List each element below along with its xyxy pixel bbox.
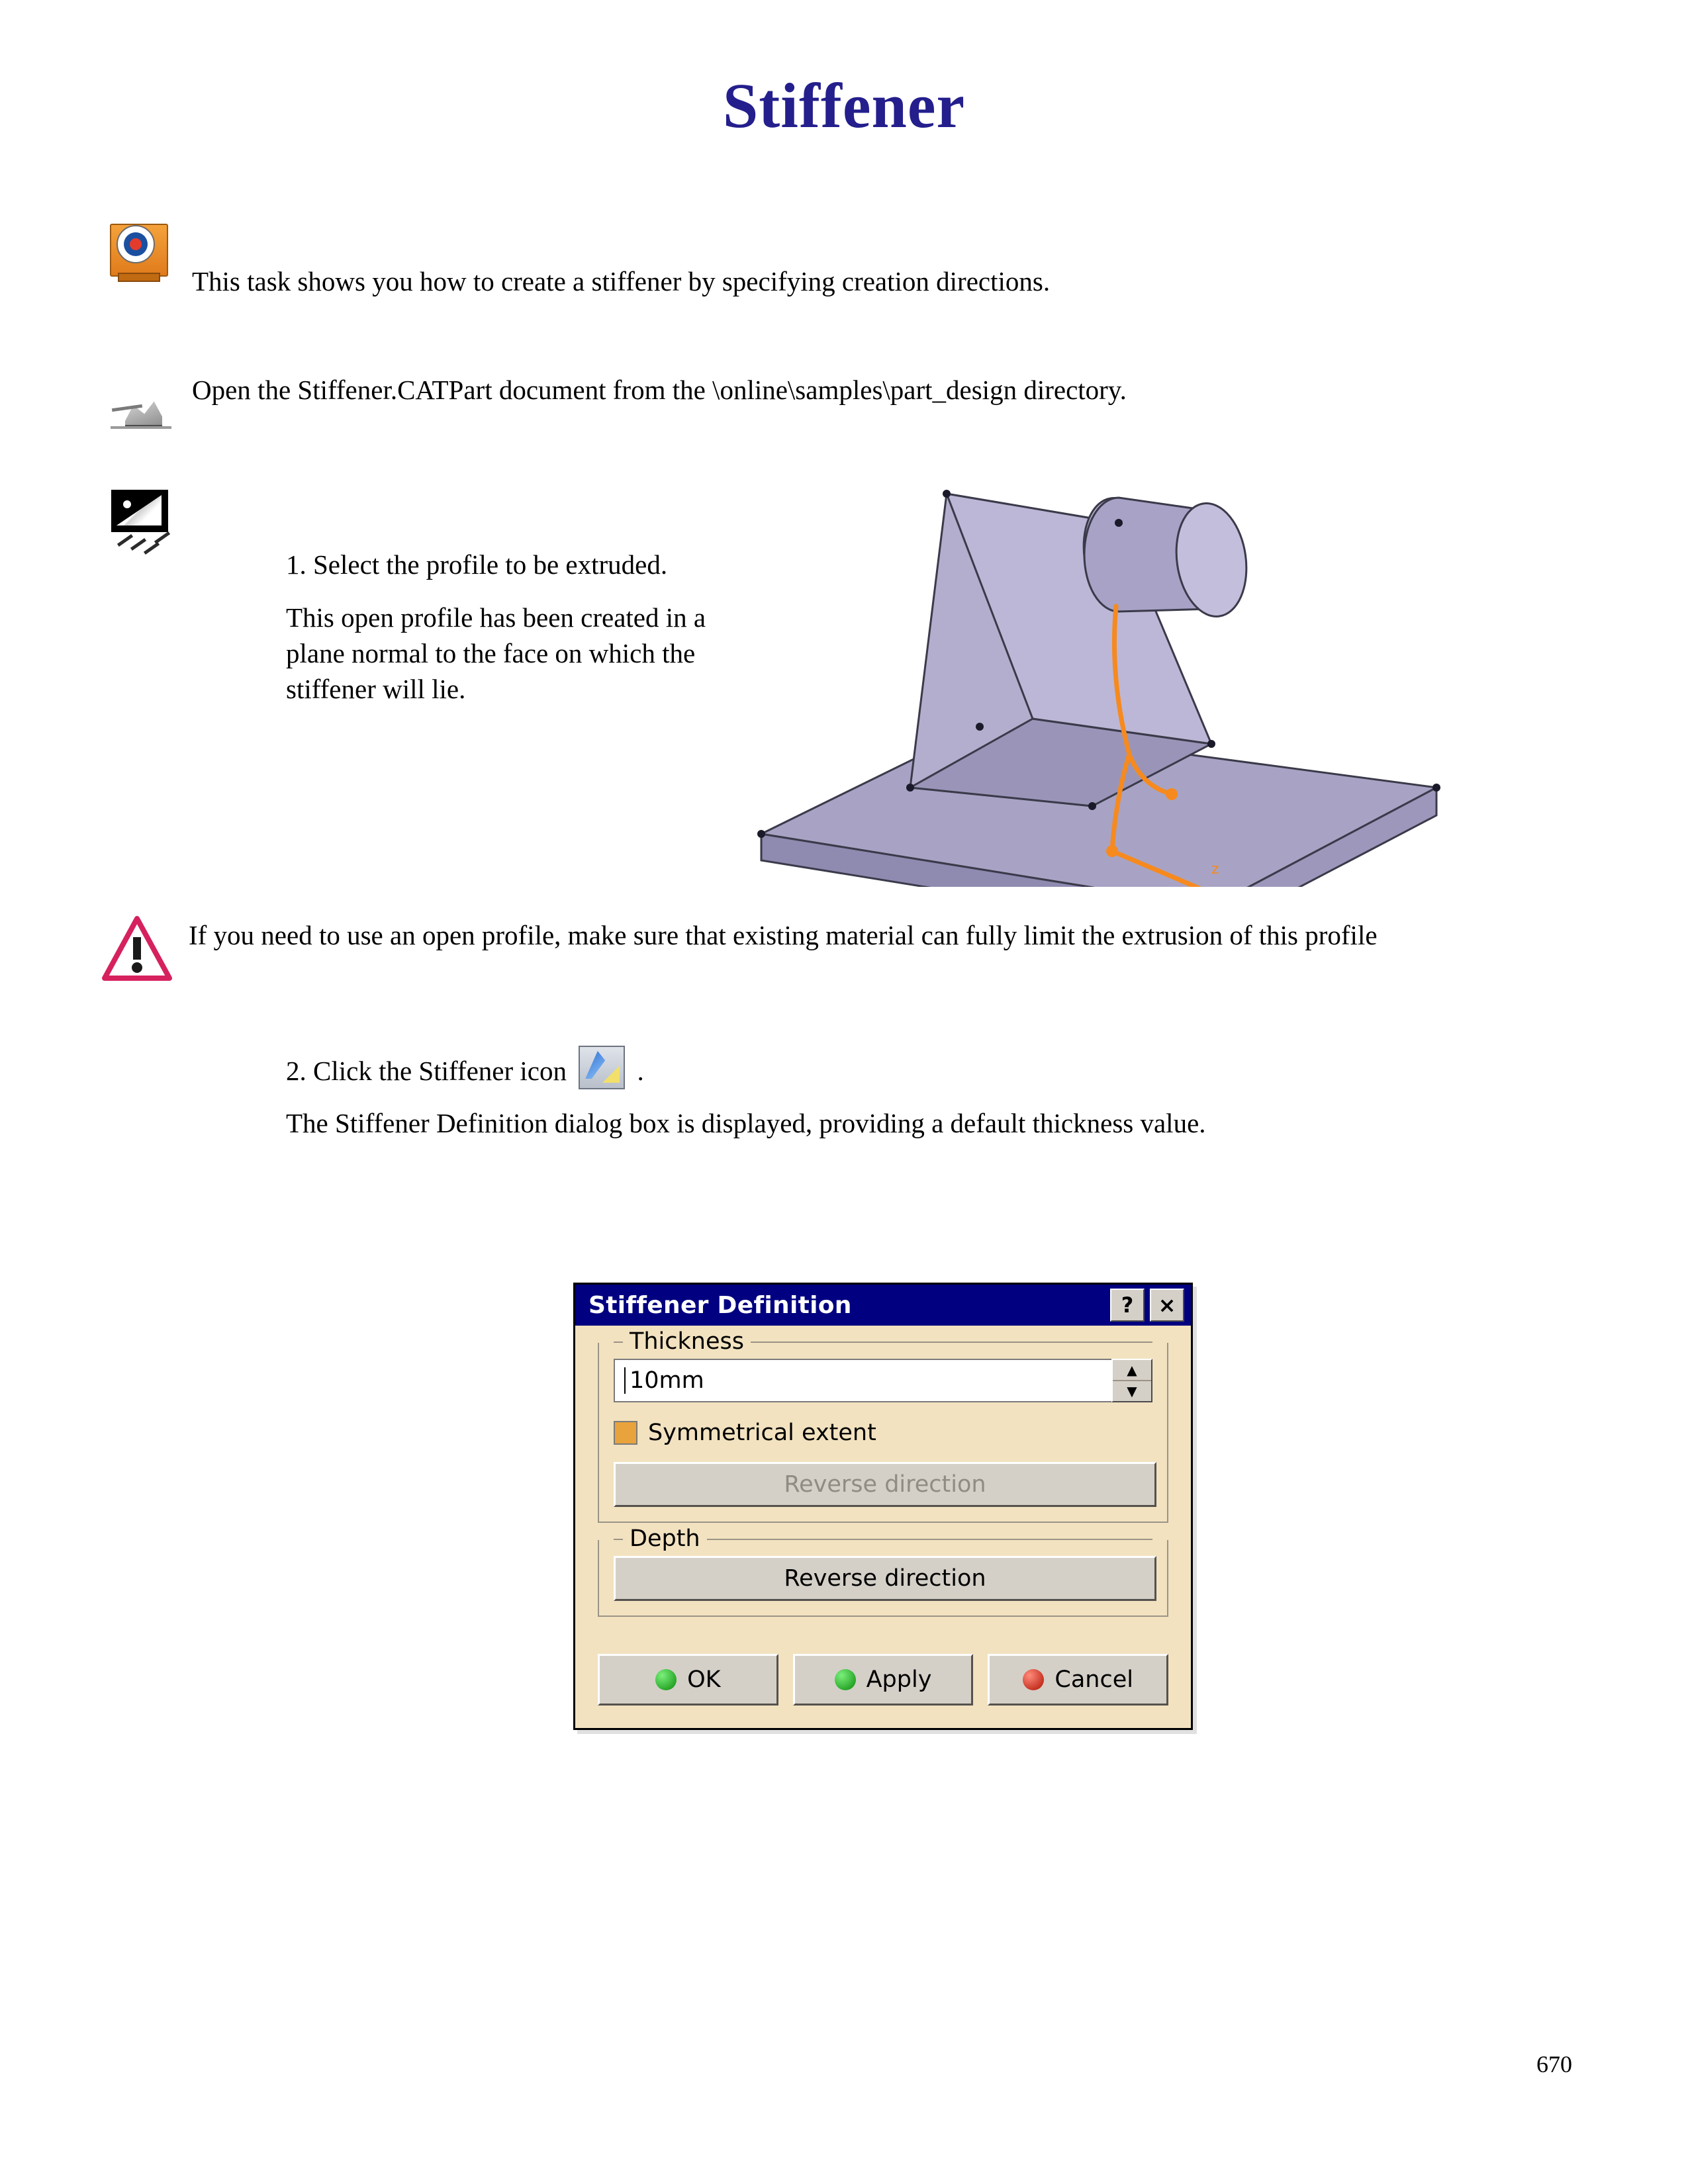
thickness-value: 10mm — [630, 1367, 704, 1394]
ok-button-label: OK — [687, 1666, 721, 1693]
step-1-body: This open profile has been created in a plane normal to the face on which the stiffener will lie. — [286, 602, 706, 705]
thickness-group-label: Thickness — [623, 1328, 751, 1355]
ok-button[interactable] — [598, 1654, 778, 1706]
stepper-up-icon[interactable]: ▲ — [1127, 1362, 1137, 1378]
stiffener-definition-dialog — [573, 1283, 1193, 1730]
help-button[interactable]: ? — [1110, 1289, 1145, 1322]
svg-text:z: z — [1211, 861, 1219, 878]
stiffener-3d-model — [748, 477, 1463, 887]
stepper-down-icon[interactable]: ▼ — [1127, 1383, 1137, 1399]
apply-button[interactable] — [793, 1654, 974, 1706]
thickness-input[interactable] — [614, 1359, 1111, 1402]
cancel-led-icon — [1023, 1669, 1044, 1690]
open-document-text: Open the Stiffener.CATPart document from the \online\samples\part_design directory. — [192, 375, 1127, 405]
thickness-stepper[interactable] — [1111, 1359, 1152, 1402]
thickness-group — [598, 1328, 1168, 1523]
page-number: 670 — [1536, 2051, 1572, 2077]
task-description: This task shows you how to create a stiffener by specifying creation directions. — [192, 266, 1051, 296]
open-document-icon — [109, 384, 175, 441]
warning-text: If you need to use an open profile, make sure that existing material can fully limit the extrusion of this profile — [189, 920, 1378, 950]
hatched-section-icon — [111, 490, 175, 556]
step-1-heading: 1. Select the profile to be extruded. — [286, 549, 668, 580]
warning-triangle-icon — [101, 915, 173, 983]
cancel-button-label: Cancel — [1055, 1666, 1133, 1693]
symmetrical-extent-label: Symmetrical extent — [648, 1420, 876, 1446]
target-icon — [106, 218, 169, 282]
apply-led-icon — [835, 1669, 856, 1690]
apply-button-label: Apply — [866, 1666, 932, 1693]
depth-group — [598, 1525, 1168, 1617]
depth-group-label: Depth — [623, 1525, 707, 1552]
step-1 — [286, 547, 723, 724]
dialog-titlebar[interactable] — [575, 1285, 1191, 1326]
dialog-title: Stiffener Definition — [588, 1291, 852, 1319]
symmetrical-extent-checkbox-row[interactable] — [614, 1420, 1152, 1446]
ok-led-icon — [655, 1669, 677, 1690]
symmetrical-extent-checkbox[interactable] — [614, 1421, 637, 1445]
step-2 — [286, 1046, 1226, 1157]
cancel-button[interactable] — [988, 1654, 1168, 1706]
step-2-heading: 2. Click the Stiffener icon . — [286, 1046, 1226, 1089]
stiffener-icon — [579, 1046, 625, 1089]
step-2-body: The Stiffener Definition dialog box is displayed, providing a default thickness value. — [286, 1108, 1206, 1138]
thickness-reverse-direction-button[interactable]: Reverse direction — [614, 1462, 1156, 1507]
dialog-body — [575, 1326, 1191, 1654]
close-icon[interactable]: × — [1150, 1289, 1184, 1322]
page-title: Stiffener — [722, 70, 966, 141]
thickness-field-row — [614, 1359, 1152, 1402]
depth-reverse-direction-button[interactable]: Reverse direction — [614, 1556, 1156, 1601]
dialog-footer — [575, 1654, 1191, 1728]
